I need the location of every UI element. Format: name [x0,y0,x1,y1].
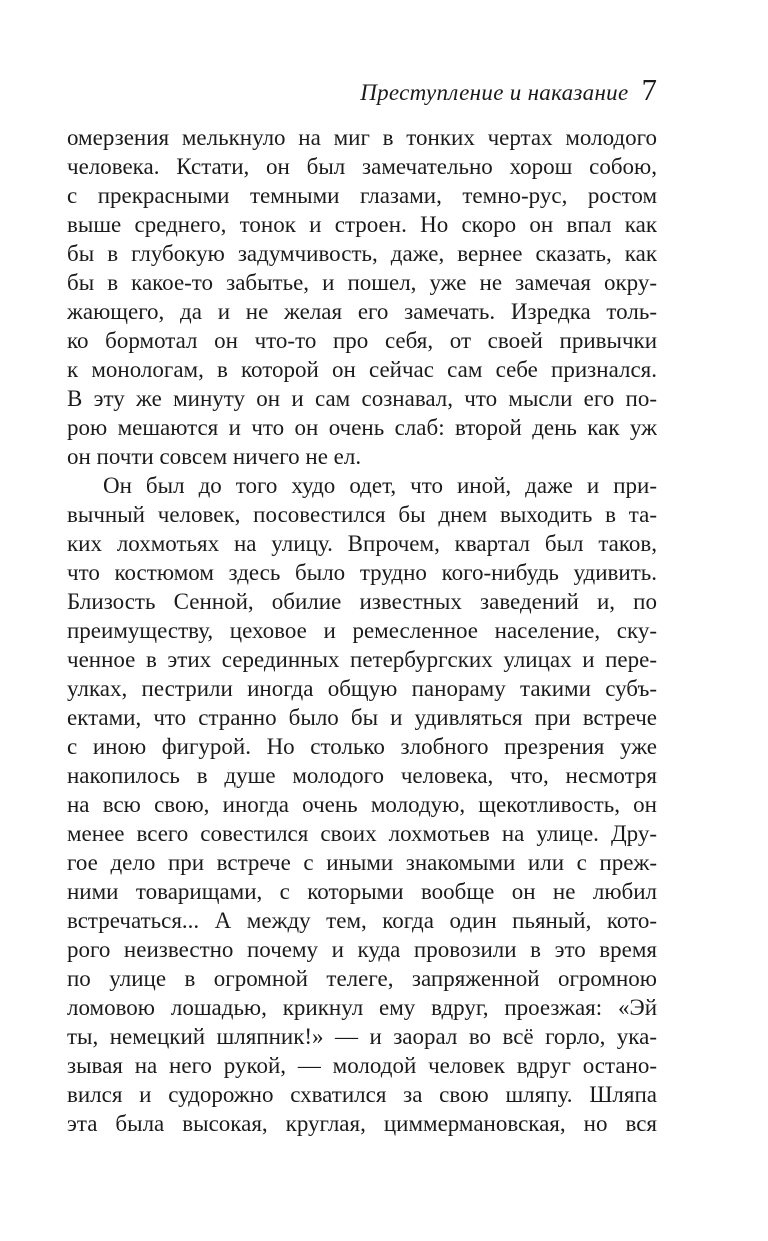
text-line: преимуществу, цеховое и ремесленное население, ску- [67,618,657,643]
text-line: рого неизвестно почему и куда провозили в это время [67,937,657,962]
text-line: жающего, да и не желая его замечать. Изредка толь- [67,299,657,324]
text-line: гое дело при встрече с иными знакомыми или с преж- [67,850,657,875]
text-line: ченное в этих серединных петербургских улицах и пере- [67,647,657,672]
text-line: бы в какое-то забытье, и пошел, уже не замечая окру- [67,270,657,295]
text-line: он почти совсем ничего не ел. [67,444,362,469]
text-line: улках, пестрили иногда общую панораму такими субъ- [67,676,657,701]
text-line: вычный человек, посовестился бы днем выходить в та- [67,502,657,527]
text-line: ломовою лошадью, крикнул ему вдруг, проезжая: «Эй [67,995,657,1020]
page-header [0,72,657,108]
text-line: ких лохмотьях на улицу. Впрочем, квартал был таков, [67,531,657,556]
page-number: 7 [641,72,657,107]
text-line: ектами, что странно было бы и удивляться при встрече [67,705,657,730]
text-line: выше среднего, тонок и строен. Но скоро он впал как [67,212,657,237]
text-line: Близость Сенной, обилие известных заведений и, по [67,589,657,614]
text-line: вился и судорожно схватился за свою шляпу. Шляпа [67,1082,657,1107]
text-line: В эту же минуту он и сам сознавал, что мысли его по- [67,386,657,411]
text-line: встречаться... А между тем, когда один пьяный, кото- [67,908,657,933]
text-line: бы в глубокую задумчивость, даже, вернее сказать, как [67,241,657,266]
text-line: ко бормотал он что-то про себя, от своей привычки [67,328,657,353]
text-line: эта была высокая, круглая, циммермановская, но вся [67,1111,657,1136]
text-line: ты, немецкий шляпник!» — и заорал во всё горло, ука- [67,1024,657,1049]
running-title: Преступление и наказание [360,80,629,105]
text-line: менее всего совестился своих лохмотьев на улице. Дру- [67,821,657,846]
text-line: что костюмом здесь было трудно кого-нибудь удивить. [67,560,657,585]
text-line: с иною фигурой. Но столько злобного презрения уже [67,734,657,759]
text-line: по улице в огромной телеге, запряженной огромною [67,966,657,991]
text-line: зывая на него рукой, — молодой человек вдруг остано- [67,1053,657,1078]
text-line: накопилось в душе молодого человека, что, несмотря [67,763,657,788]
text-line: рою мешаются и что он очень слаб: второй день как уж [67,415,657,440]
body-text [67,123,657,1138]
text-line: к монологам, в которой он сейчас сам себе признался. [67,357,657,382]
text-line: ними товарищами, с которыми вообще он не любил [67,879,657,904]
text-line: с прекрасными темными глазами, темно-рус, ростом [67,183,657,208]
text-line: на всю свою, иногда очень молодую, щекотливость, он [67,792,657,817]
text-line: человека. Кстати, он был замечательно хорош собою, [67,154,657,179]
text-line: омерзения мелькнуло на миг в тонких чертах молодого [67,125,657,150]
text-line: Он был до того худо одет, что иной, даже и при- [103,473,657,498]
